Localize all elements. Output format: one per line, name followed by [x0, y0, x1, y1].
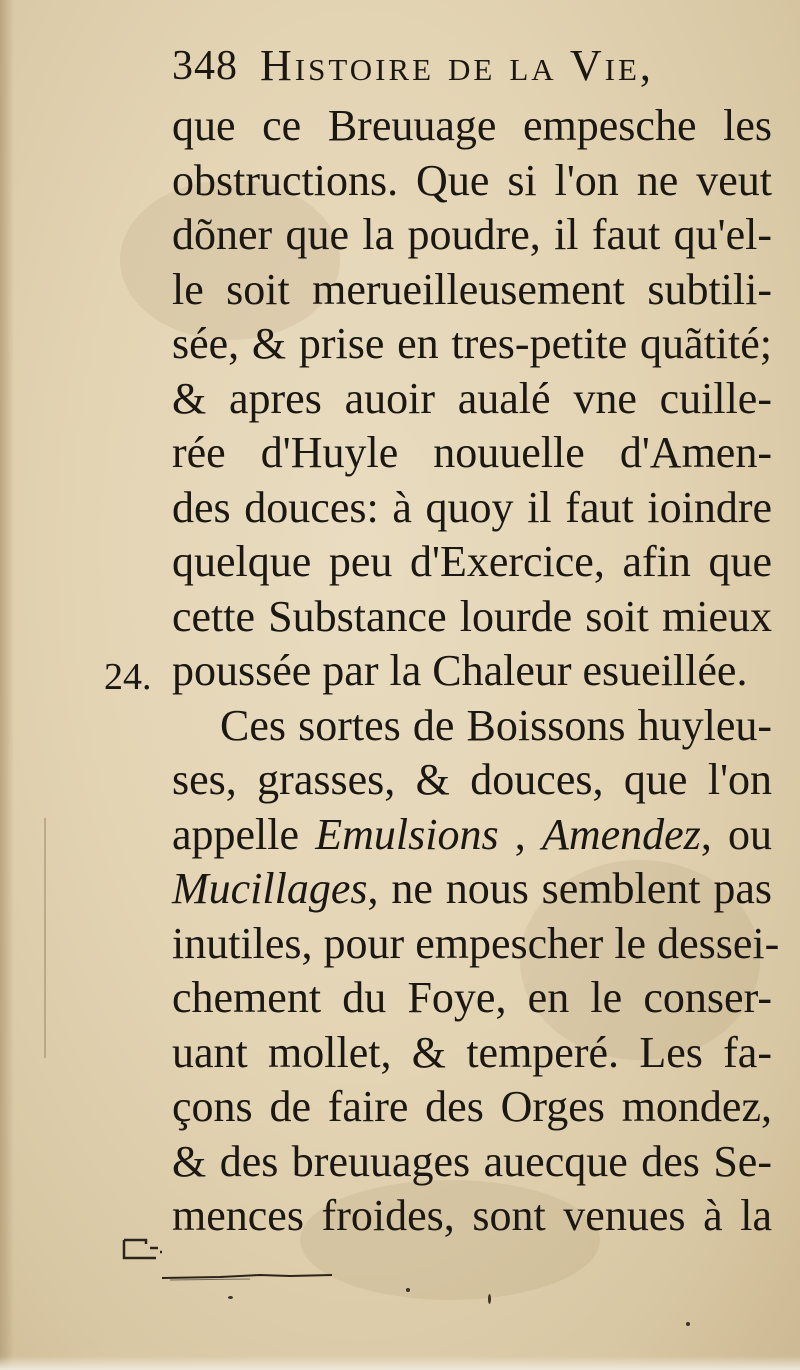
- italic-term: Emulsions: [315, 809, 499, 859]
- text-line: inutiles, pour empescher le dessei-: [172, 918, 780, 968]
- text-line: çons de faire des Orges mondez,: [172, 1082, 772, 1131]
- page-header: [172, 34, 762, 100]
- italic-term: Mucillages: [172, 864, 368, 913]
- running-head: Histoire de la Vie,: [260, 41, 654, 90]
- text-line: dõner que la poudre, il faut qu'el-: [172, 210, 772, 259]
- text-line: le soit merueilleusement subtili-: [172, 264, 772, 314]
- text-run: ,: [498, 809, 542, 859]
- italic-term: Amendez: [541, 809, 701, 859]
- text-run: appelle: [172, 809, 316, 859]
- section-number: 24.: [104, 656, 152, 698]
- page-shadow-left: [0, 0, 14, 1370]
- page-number: 348: [172, 43, 238, 89]
- ink-speck: [488, 1294, 491, 1304]
- ornament-rule-icon: [160, 1272, 335, 1282]
- text-line: chement du Foye, en le conser-: [172, 973, 772, 1022]
- text-line: mences froides, sont venues à la: [172, 1191, 772, 1240]
- text-run: , ou: [700, 809, 772, 859]
- text-line: & des breuuages auecque des Se-: [172, 1136, 772, 1186]
- text-line: ses, grasses, & douces, que l'on: [172, 755, 772, 804]
- text-line: [172, 862, 772, 917]
- text-line: que ce Breuuage empesche les: [172, 101, 772, 150]
- ink-speck: [228, 1296, 233, 1299]
- text-line: Ces sortes de Boissons huyleu-: [220, 700, 772, 750]
- text-line: des douces: à quoy il faut ioindre: [172, 482, 772, 532]
- page-edge-bottom: [0, 1356, 800, 1370]
- text-line: cette Substance lourde soit mieux: [172, 591, 772, 641]
- ink-speck: [406, 1288, 410, 1292]
- text-line: uant mollet, & temperé. Les fa-: [172, 1027, 772, 1077]
- page-crease: [44, 818, 46, 1058]
- text-line: & apres auoir aualé vne cuille-: [172, 373, 772, 423]
- body-text: [172, 99, 780, 1244]
- text-line: sée, & prise en tres-petite quãtité;: [172, 319, 772, 368]
- ink-speck: [686, 1322, 690, 1326]
- printer-mark-icon: [120, 1236, 164, 1262]
- text-line: quelque peu d'Exercice, afin que: [172, 537, 772, 586]
- text-line: [172, 808, 772, 863]
- text-run: , ne nous semblent pas: [367, 864, 772, 913]
- text-line: rée d'Huyle nouuelle d'Amen-: [172, 428, 772, 477]
- text-line: obstructions. Que si l'on ne veut: [172, 155, 772, 205]
- text-line: poussée par la Chaleur esueillée.: [172, 646, 748, 695]
